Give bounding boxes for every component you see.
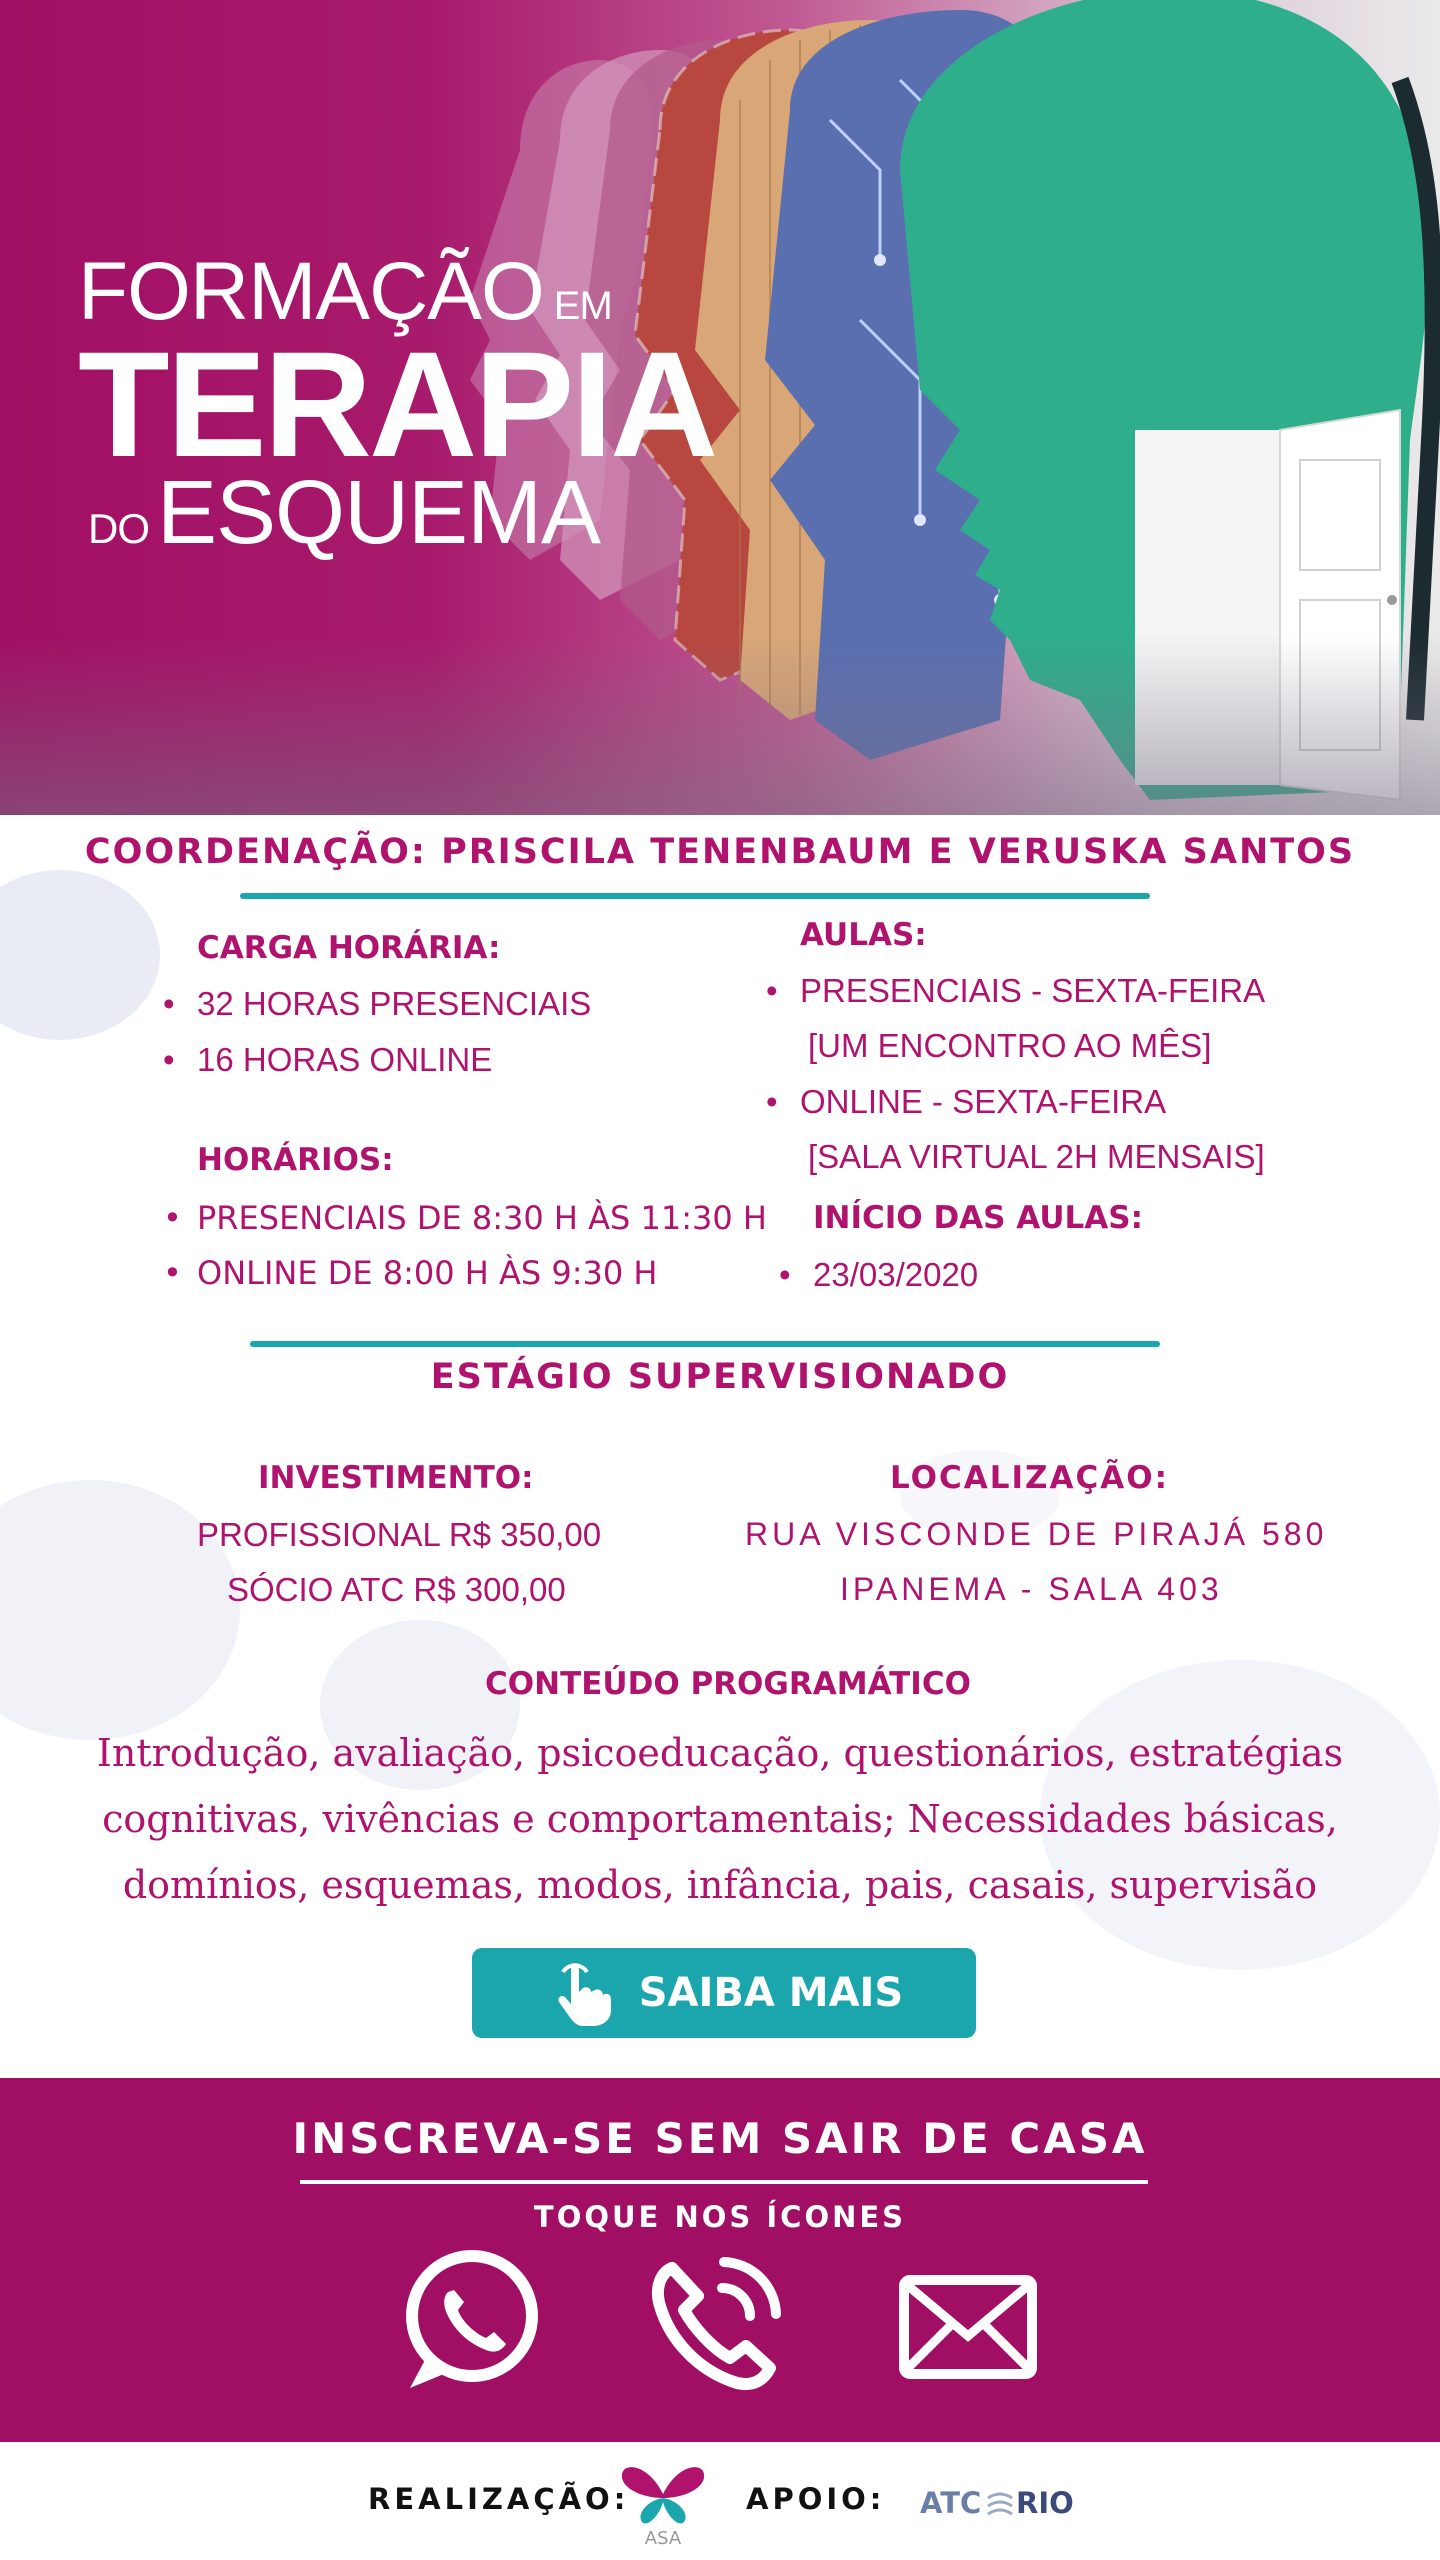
aulas-item-detail: [UM ENCONTRO AO MÊS] bbox=[808, 1027, 1212, 1064]
aulas-item: • ONLINE - SEXTA-FEIRA bbox=[800, 1083, 1166, 1121]
conteudo-heading: CONTEÚDO PROGRAMÁTICO bbox=[485, 1666, 971, 1702]
cloud-decoration bbox=[0, 870, 160, 1040]
asa-logo-text: ASA bbox=[644, 2528, 682, 2549]
conteudo-text bbox=[0, 1720, 1440, 1918]
apoio-label: APOIO: bbox=[746, 2482, 886, 2516]
inicio-heading: INÍCIO DAS AULAS: bbox=[813, 1200, 1143, 1236]
estagio-heading: ESTÁGIO SUPERVISIONADO bbox=[430, 1357, 1010, 1397]
aulas-item: • PRESENCIAIS - SEXTA-FEIRA bbox=[800, 972, 1265, 1010]
hero-title-line2: TERAPIA bbox=[78, 320, 716, 488]
conteudo-line: domínios, esquemas, modos, infância, pais, casais, supervisão bbox=[122, 1863, 1318, 1907]
localizacao-line: IPANEMA - SALA 403 bbox=[840, 1571, 1223, 1607]
horarios-item: • PRESENCIAIS DE 8:30 H ÀS 11:30 H bbox=[197, 1199, 767, 1237]
investimento-heading: INVESTIMENTO: bbox=[258, 1460, 534, 1496]
inicio-date: • 23/03/2020 bbox=[813, 1256, 978, 1294]
credits-bar bbox=[0, 2442, 1440, 2560]
realizacao-label: REALIZAÇÃO: bbox=[368, 2482, 630, 2516]
conteudo-line: cognitivas, vivências e comportamentais; Necessidades básicas, bbox=[102, 1797, 1338, 1841]
email-icon[interactable] bbox=[894, 2248, 1042, 2396]
conteudo-line: Introdução, avaliação, psicoeducação, questionários, estratégias bbox=[96, 1731, 1344, 1775]
hero-banner bbox=[0, 0, 1440, 815]
investimento-line: PROFISSIONAL R$ 350,00 bbox=[197, 1516, 602, 1553]
saiba-mais-button[interactable] bbox=[472, 1948, 976, 2038]
whatsapp-icon[interactable] bbox=[396, 2248, 544, 2396]
horarios-heading: HORÁRIOS: bbox=[197, 1142, 394, 1178]
carga-item: • 16 HORAS ONLINE bbox=[197, 1041, 492, 1079]
signup-subtitle: TOQUE NOS ÍCONES bbox=[533, 2200, 907, 2234]
hand-pointer-icon bbox=[545, 1958, 615, 2028]
investimento-line: SÓCIO ATC R$ 300,00 bbox=[227, 1571, 566, 1608]
atc-rio-logo bbox=[918, 2480, 1088, 2524]
signup-title: INSCREVA-SE SEM SAIR DE CASA bbox=[292, 2114, 1148, 2163]
divider bbox=[300, 2180, 1148, 2184]
coordination-heading: COORDENAÇÃO: PRISCILA TENENBAUM E VERUSKA SANTOS bbox=[84, 832, 1356, 872]
saiba-mais-label: SAIBA MAIS bbox=[638, 1970, 904, 2016]
localizacao-line: RUA VISCONDE DE PIRAJÁ 580 bbox=[745, 1516, 1328, 1552]
carga-heading: CARGA HORÁRIA: bbox=[197, 930, 501, 966]
aulas-item-detail: [SALA VIRTUAL 2H MENSAIS] bbox=[808, 1138, 1265, 1175]
signup-footer bbox=[0, 2078, 1440, 2442]
phone-icon[interactable] bbox=[642, 2248, 790, 2396]
hero-title-line3: DOESQUEMA bbox=[88, 463, 601, 563]
floor-shadow bbox=[0, 635, 1440, 815]
carga-item: • 32 HORAS PRESENCIAIS bbox=[197, 985, 591, 1023]
divider bbox=[240, 893, 1150, 899]
horarios-item: • ONLINE DE 8:00 H ÀS 9:30 H bbox=[197, 1254, 657, 1292]
localizacao-heading: LOCALIZAÇÃO: bbox=[890, 1460, 1169, 1496]
hero-title-line1: FORMAÇÃO EM bbox=[78, 246, 612, 337]
aulas-heading: AULAS: bbox=[800, 917, 927, 953]
asa-logo bbox=[618, 2454, 708, 2550]
divider bbox=[250, 1341, 1160, 1347]
rio-logo-text: RIO bbox=[1016, 2486, 1074, 2520]
atc-logo-text: ATC bbox=[920, 2486, 982, 2520]
